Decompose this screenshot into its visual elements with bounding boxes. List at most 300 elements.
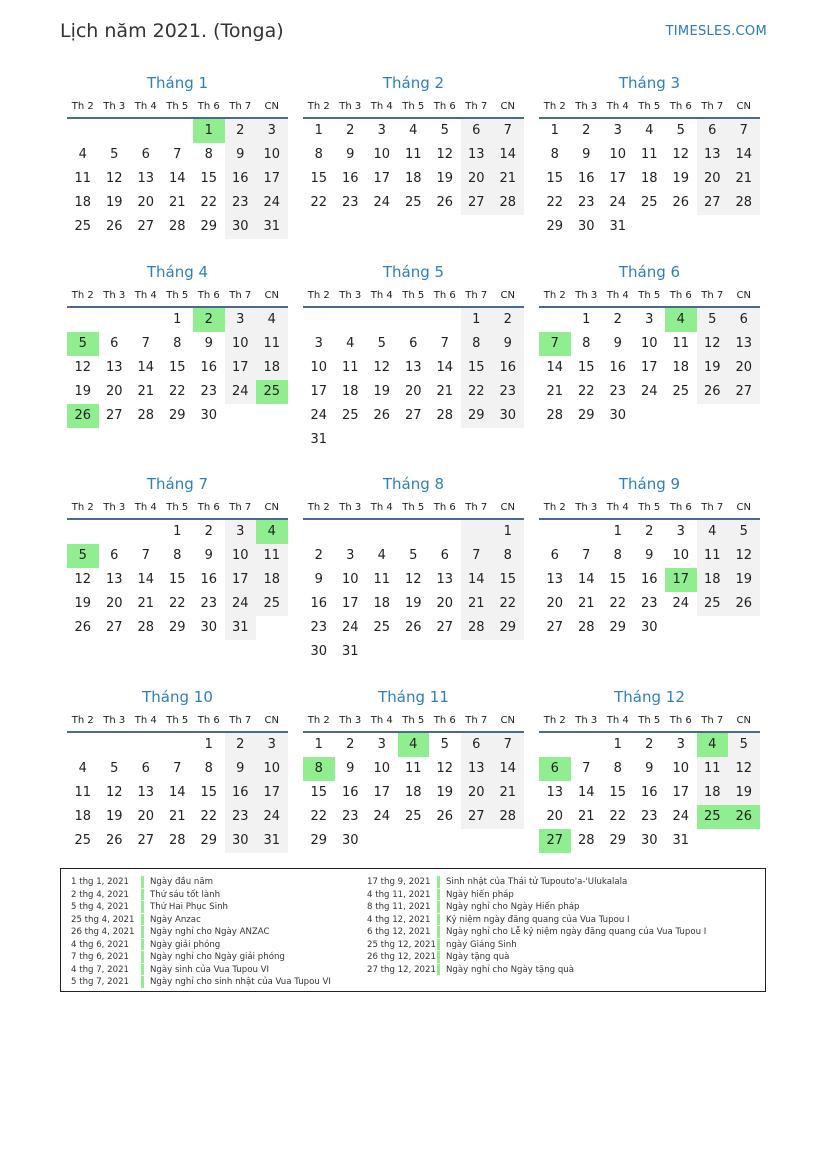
day-cell: 20 — [137, 809, 155, 824]
empty-cell — [67, 520, 99, 544]
legend-date: 25 thg 12, 2021 — [367, 939, 436, 950]
legend-row — [367, 939, 706, 952]
day-cell: 24 — [341, 620, 359, 635]
day-cell: 17 — [256, 781, 288, 805]
weekday-label: Th 4 — [606, 715, 629, 726]
day-cell: 9 — [346, 761, 355, 776]
day-cell: 25 — [341, 408, 359, 423]
day-cell: 22 — [577, 384, 595, 399]
day-cell: 20 — [728, 356, 760, 380]
day-cell: 28 — [577, 620, 595, 635]
day-cell: 5 — [728, 733, 760, 757]
holiday-day-cell: 17 — [665, 568, 697, 592]
day-cell: 17 — [310, 384, 328, 399]
day-cell: 6 — [440, 548, 449, 563]
day-cell: 31 — [256, 215, 288, 239]
day-cell: 9 — [204, 336, 213, 351]
weekday-label: CN — [500, 715, 515, 726]
day-cell: 8 — [461, 332, 493, 356]
legend-row — [367, 951, 706, 964]
day-cell: 8 — [314, 147, 323, 162]
day-cell: 8 — [173, 336, 182, 351]
legend-color-bar — [141, 939, 144, 951]
day-cell: 31 — [672, 833, 690, 848]
day-cell: 16 — [225, 167, 257, 191]
day-cell: 3 — [613, 123, 622, 138]
day-cell: 1 — [461, 308, 493, 332]
holiday-day-cell: 2 — [193, 308, 225, 332]
day-cell: 19 — [728, 781, 760, 805]
weekday-label: CN — [264, 290, 279, 301]
month-calendar — [303, 262, 524, 452]
day-cell: 12 — [105, 171, 123, 186]
legend-date: 27 thg 12, 2021 — [367, 964, 436, 975]
empty-cell — [67, 308, 99, 332]
day-cell: 15 — [546, 171, 564, 186]
weekday-label: Th 7 — [465, 290, 488, 301]
day-cell: 10 — [672, 548, 690, 563]
weekday-label: Th 3 — [103, 502, 126, 513]
day-cell: 18 — [697, 781, 729, 805]
day-cell: 2 — [645, 524, 654, 539]
day-cell: 10 — [609, 147, 627, 162]
day-cell: 12 — [74, 572, 92, 587]
day-cell: 14 — [577, 572, 595, 587]
empty-cell — [99, 119, 131, 143]
day-cell: 20 — [137, 195, 155, 210]
month-calendar — [539, 262, 760, 428]
legend-row — [367, 889, 706, 902]
day-cell: 30 — [492, 404, 524, 428]
legend-color-bar — [141, 926, 144, 938]
empty-cell — [539, 308, 571, 332]
day-cell: 1 — [492, 520, 524, 544]
day-cell: 4 — [409, 123, 418, 138]
day-cell: 17 — [341, 596, 359, 611]
day-cell: 29 — [577, 408, 595, 423]
legend-color-bar — [141, 914, 144, 926]
day-cell: 16 — [225, 781, 257, 805]
day-cell: 27 — [105, 620, 123, 635]
weekday-label: Th 3 — [339, 502, 362, 513]
holiday-day-cell: 1 — [193, 119, 225, 143]
day-cell: 6 — [461, 119, 493, 143]
day-cell: 23 — [492, 380, 524, 404]
day-cell: 14 — [436, 360, 454, 375]
day-cell: 6 — [409, 336, 418, 351]
day-cell: 8 — [204, 147, 213, 162]
weekday-label: Th 2 — [543, 502, 566, 513]
weekday-label: Th 3 — [575, 290, 598, 301]
day-cell: 19 — [728, 568, 760, 592]
weekday-label: Th 6 — [669, 502, 692, 513]
day-cell: 27 — [137, 833, 155, 848]
weekday-label: CN — [736, 290, 751, 301]
day-cell: 28 — [461, 616, 493, 640]
day-cell: 27 — [436, 620, 454, 635]
weekday-label: Th 7 — [701, 290, 724, 301]
legend-row — [71, 964, 331, 977]
empty-cell — [130, 520, 162, 544]
legend-holiday-name: Ngày sinh của Vua Tupou VI — [150, 964, 270, 975]
day-cell: 1 — [613, 524, 622, 539]
day-cell: 18 — [697, 568, 729, 592]
day-cell: 30 — [640, 620, 658, 635]
day-cell: 17 — [225, 568, 257, 592]
day-cell: 27 — [105, 408, 123, 423]
day-cell: 15 — [609, 572, 627, 587]
day-cell: 18 — [640, 171, 658, 186]
empty-cell — [99, 520, 131, 544]
empty-cell — [130, 733, 162, 757]
day-cell: 5 — [377, 336, 386, 351]
day-cell: 27 — [137, 219, 155, 234]
day-cell: 23 — [225, 191, 257, 215]
day-grid — [303, 520, 524, 664]
weekday-label: CN — [736, 101, 751, 112]
holiday-day-cell: 5 — [67, 544, 99, 568]
day-cell: 20 — [546, 596, 564, 611]
weekday-label: Th 6 — [197, 715, 220, 726]
weekday-label: CN — [736, 502, 751, 513]
day-cell: 13 — [137, 785, 155, 800]
weekday-label: Th 5 — [638, 715, 661, 726]
day-cell: 8 — [613, 548, 622, 563]
day-cell: 18 — [341, 384, 359, 399]
legend-color-bar — [437, 939, 440, 951]
day-cell: 8 — [173, 548, 182, 563]
month-calendar — [539, 474, 760, 640]
weekday-header — [67, 500, 288, 520]
day-cell: 6 — [141, 761, 150, 776]
day-cell: 15 — [577, 360, 595, 375]
legend-row — [71, 951, 331, 964]
day-cell: 3 — [377, 737, 386, 752]
weekday-label: Th 7 — [229, 502, 252, 513]
day-cell: 14 — [546, 360, 564, 375]
day-cell: 23 — [200, 384, 218, 399]
weekday-header — [67, 288, 288, 308]
weekday-label: Th 5 — [638, 101, 661, 112]
day-cell: 6 — [697, 119, 729, 143]
day-cell: 11 — [404, 147, 422, 162]
weekday-header — [539, 99, 760, 119]
weekday-label: CN — [500, 290, 515, 301]
day-cell: 24 — [373, 195, 391, 210]
day-cell: 10 — [341, 572, 359, 587]
legend-color-bar — [437, 951, 440, 963]
holiday-day-cell: 25 — [256, 380, 288, 404]
empty-cell — [130, 119, 162, 143]
day-cell: 21 — [137, 596, 155, 611]
holiday-day-cell: 4 — [398, 733, 430, 757]
empty-cell — [99, 733, 131, 757]
day-cell: 25 — [373, 620, 391, 635]
weekday-label: Th 7 — [465, 715, 488, 726]
weekday-label: Th 4 — [370, 290, 393, 301]
legend-color-bar — [141, 876, 144, 888]
day-grid — [303, 733, 524, 853]
day-cell: 7 — [582, 548, 591, 563]
day-cell: 22 — [168, 596, 186, 611]
day-cell: 26 — [436, 195, 454, 210]
day-cell: 31 — [310, 432, 328, 447]
weekday-label: Th 2 — [307, 290, 330, 301]
day-cell: 10 — [373, 147, 391, 162]
day-cell: 7 — [582, 761, 591, 776]
holiday-day-cell: 4 — [665, 308, 697, 332]
day-cell: 29 — [168, 408, 186, 423]
day-cell: 23 — [341, 809, 359, 824]
day-cell: 13 — [461, 757, 493, 781]
day-cell: 26 — [672, 195, 690, 210]
day-cell: 21 — [577, 596, 595, 611]
weekday-label: Th 6 — [197, 290, 220, 301]
day-cell: 19 — [436, 171, 454, 186]
day-grid — [303, 308, 524, 452]
day-cell: 28 — [546, 408, 564, 423]
month-calendar — [303, 73, 524, 215]
day-cell: 11 — [697, 544, 729, 568]
weekday-label: CN — [736, 715, 751, 726]
day-cell: 28 — [728, 191, 760, 215]
weekday-label: Th 7 — [701, 502, 724, 513]
empty-cell — [130, 308, 162, 332]
day-cell: 28 — [436, 408, 454, 423]
empty-cell — [67, 733, 99, 757]
day-cell: 4 — [346, 336, 355, 351]
legend-color-bar — [141, 964, 144, 976]
day-cell: 19 — [697, 356, 729, 380]
legend-row — [71, 976, 331, 989]
site-brand-link[interactable]: TIMESLES.COM — [665, 24, 767, 39]
day-cell: 13 — [105, 360, 123, 375]
day-cell: 18 — [74, 809, 92, 824]
day-cell: 25 — [697, 592, 729, 616]
empty-cell — [366, 308, 398, 332]
day-cell: 14 — [168, 171, 186, 186]
day-cell: 14 — [137, 572, 155, 587]
weekday-label: Th 2 — [307, 101, 330, 112]
weekday-label: Th 4 — [606, 290, 629, 301]
day-cell: 13 — [546, 785, 564, 800]
weekday-label: Th 5 — [638, 290, 661, 301]
day-cell: 18 — [256, 568, 288, 592]
day-cell: 29 — [546, 219, 564, 234]
weekday-label: Th 3 — [575, 101, 598, 112]
legend-holiday-name: Ngày tặng quà — [446, 952, 510, 962]
day-cell: 12 — [697, 332, 729, 356]
day-cell: 20 — [697, 167, 729, 191]
legend-color-bar — [141, 976, 144, 988]
day-cell: 24 — [310, 408, 328, 423]
day-cell: 13 — [137, 171, 155, 186]
day-cell: 3 — [225, 520, 257, 544]
day-cell: 30 — [225, 829, 257, 853]
day-cell: 12 — [105, 785, 123, 800]
weekday-header — [539, 500, 760, 520]
day-grid — [67, 308, 288, 428]
weekday-header — [67, 99, 288, 119]
legend-holiday-name: Ngày nghỉ cho Lễ kỷ niệm ngày đăng quang của Vua Tupou I — [446, 927, 707, 937]
empty-cell — [303, 308, 335, 332]
day-cell: 9 — [645, 548, 654, 563]
day-cell: 24 — [256, 805, 288, 829]
day-cell: 13 — [461, 143, 493, 167]
month-calendar — [539, 73, 760, 239]
day-cell: 23 — [640, 809, 658, 824]
day-grid — [67, 733, 288, 853]
day-cell: 29 — [168, 620, 186, 635]
weekday-label: Th 5 — [166, 290, 189, 301]
day-cell: 25 — [74, 219, 92, 234]
day-cell: 4 — [697, 520, 729, 544]
day-cell: 26 — [105, 833, 123, 848]
weekday-label: CN — [264, 715, 279, 726]
day-cell: 27 — [461, 805, 493, 829]
weekday-header — [539, 288, 760, 308]
weekday-label: Th 7 — [465, 502, 488, 513]
day-cell: 16 — [310, 596, 328, 611]
day-cell: 22 — [546, 195, 564, 210]
day-cell: 9 — [645, 761, 654, 776]
legend-holiday-name: Kỷ niệm ngày đăng quang của Vua Tupou I — [446, 914, 630, 925]
day-cell: 22 — [609, 596, 627, 611]
weekday-label: Th 2 — [71, 502, 94, 513]
day-cell: 14 — [577, 785, 595, 800]
weekday-label: Th 6 — [433, 101, 456, 112]
day-cell: 13 — [105, 572, 123, 587]
day-cell: 11 — [74, 171, 92, 186]
day-cell: 26 — [404, 620, 422, 635]
day-cell: 9 — [204, 548, 213, 563]
day-cell: 4 — [256, 308, 288, 332]
legend-date: 4 thg 12, 2021 — [367, 914, 431, 925]
day-cell: 11 — [256, 332, 288, 356]
holiday-day-cell: 4 — [256, 520, 288, 544]
month-name: Tháng 11 — [378, 688, 449, 706]
day-cell: 2 — [204, 524, 213, 539]
day-cell: 14 — [137, 360, 155, 375]
holiday-day-cell: 25 — [697, 805, 729, 829]
day-cell: 23 — [341, 195, 359, 210]
day-cell: 10 — [225, 332, 257, 356]
month-name: Tháng 8 — [382, 475, 445, 493]
legend-date: 17 thg 9, 2021 — [367, 877, 431, 887]
day-cell: 15 — [200, 171, 218, 186]
day-cell: 3 — [225, 308, 257, 332]
day-cell: 28 — [137, 620, 155, 635]
day-cell: 24 — [373, 809, 391, 824]
day-cell: 2 — [492, 308, 524, 332]
day-cell: 8 — [550, 147, 559, 162]
day-cell: 17 — [373, 171, 391, 186]
day-cell: 19 — [672, 171, 690, 186]
weekday-header — [303, 99, 524, 119]
day-cell: 19 — [436, 785, 454, 800]
day-cell: 12 — [436, 147, 454, 162]
month-name: Tháng 6 — [618, 263, 681, 281]
day-cell: 5 — [728, 520, 760, 544]
weekday-label: Th 6 — [669, 290, 692, 301]
empty-cell — [162, 119, 194, 143]
day-cell: 31 — [341, 644, 359, 659]
day-cell: 14 — [168, 785, 186, 800]
day-cell: 19 — [74, 384, 92, 399]
day-cell: 25 — [256, 592, 288, 616]
day-cell: 24 — [640, 384, 658, 399]
month-calendar — [67, 687, 288, 853]
day-cell: 30 — [310, 644, 328, 659]
day-cell: 2 — [346, 737, 355, 752]
day-cell: 12 — [404, 572, 422, 587]
weekday-label: Th 3 — [103, 290, 126, 301]
day-grid — [539, 119, 760, 239]
empty-cell — [429, 520, 461, 544]
holiday-day-cell: 5 — [67, 332, 99, 356]
month-name: Tháng 4 — [146, 263, 209, 281]
month-name: Tháng 12 — [614, 688, 685, 706]
weekday-label: CN — [500, 502, 515, 513]
day-cell: 19 — [404, 596, 422, 611]
day-cell: 31 — [256, 829, 288, 853]
legend-row — [367, 914, 706, 927]
legend-color-bar — [437, 926, 440, 938]
legend-holiday-name: Ngày nghỉ cho Ngày giải phóng — [150, 952, 285, 962]
day-cell: 31 — [225, 616, 257, 640]
day-cell: 17 — [373, 785, 391, 800]
day-cell: 22 — [492, 592, 524, 616]
day-cell: 2 — [225, 733, 257, 757]
legend-row — [367, 964, 706, 977]
day-cell: 26 — [74, 620, 92, 635]
day-cell: 18 — [404, 171, 422, 186]
weekday-label: Th 3 — [575, 715, 598, 726]
weekday-label: Th 2 — [71, 101, 94, 112]
holiday-day-cell: 26 — [728, 805, 760, 829]
month-calendar — [67, 474, 288, 640]
day-cell: 11 — [672, 336, 690, 351]
day-cell: 15 — [310, 785, 328, 800]
weekday-label: Th 2 — [71, 290, 94, 301]
day-cell: 26 — [436, 809, 454, 824]
day-cell: 21 — [728, 167, 760, 191]
day-cell: 10 — [256, 757, 288, 781]
empty-cell — [571, 520, 603, 544]
day-cell: 18 — [672, 360, 690, 375]
day-cell: 29 — [310, 833, 328, 848]
holiday-day-cell: 4 — [697, 733, 729, 757]
empty-cell — [539, 520, 571, 544]
day-cell: 30 — [225, 215, 257, 239]
day-cell: 27 — [404, 408, 422, 423]
day-cell: 29 — [200, 219, 218, 234]
day-cell: 23 — [609, 384, 627, 399]
day-cell: 10 — [256, 143, 288, 167]
day-cell: 29 — [461, 404, 493, 428]
day-cell: 21 — [137, 384, 155, 399]
day-cell: 3 — [377, 123, 386, 138]
weekday-label: Th 5 — [166, 101, 189, 112]
day-cell: 15 — [168, 360, 186, 375]
month-name: Tháng 5 — [382, 263, 445, 281]
day-cell: 15 — [168, 572, 186, 587]
day-cell: 6 — [461, 733, 493, 757]
legend-holiday-name: Ngày nghỉ cho Ngày Hiến pháp — [446, 902, 580, 912]
day-cell: 1 — [314, 737, 323, 752]
day-cell: 30 — [200, 620, 218, 635]
day-cell: 5 — [110, 147, 119, 162]
